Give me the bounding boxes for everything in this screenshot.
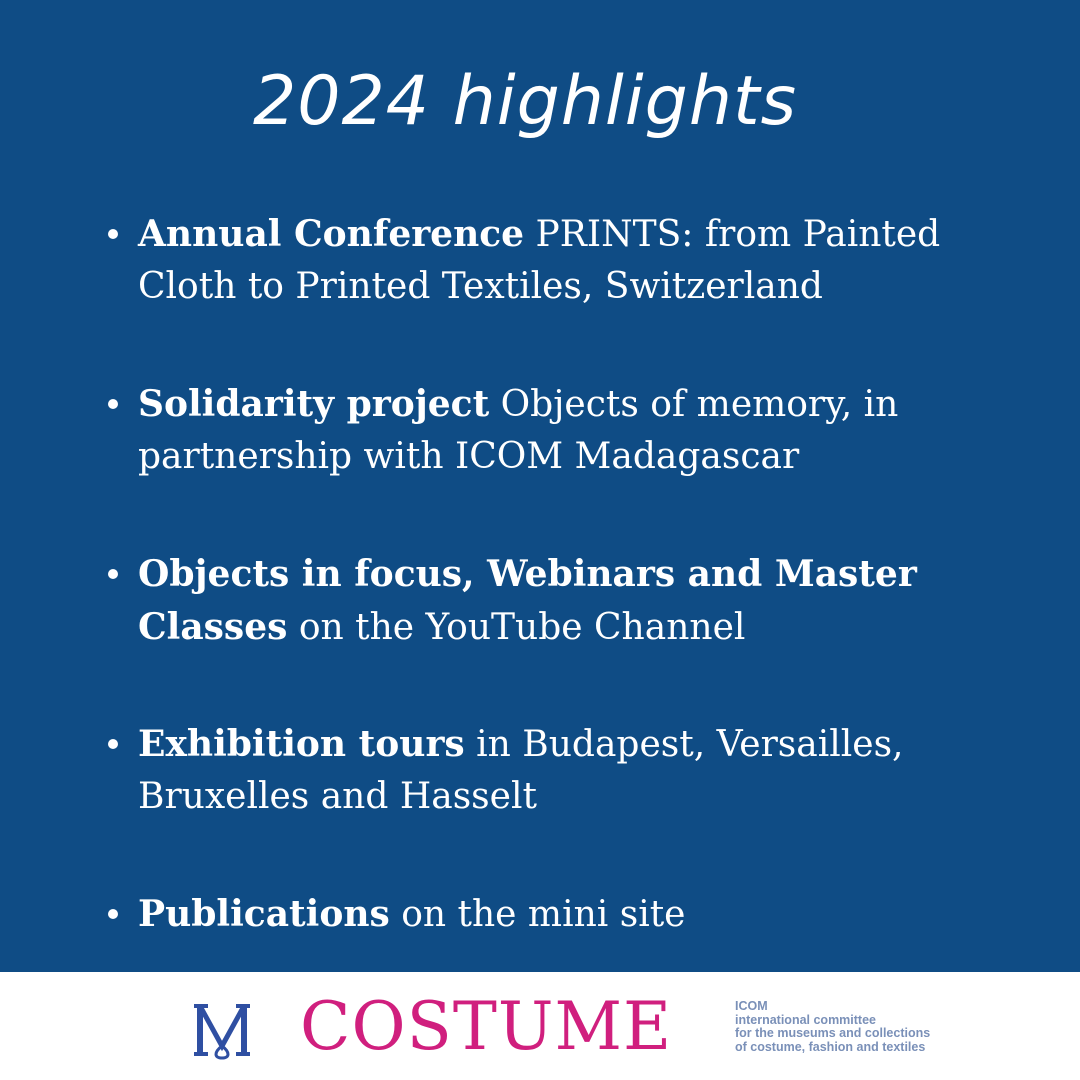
highlight-bold: Publications [138,893,390,935]
highlight-bold: Objects in focus, Webinars and Master Classes [138,553,917,648]
icom-line: ICOM [735,999,768,1013]
highlights-list [100,208,1030,1058]
icom-line: for the museums and collections [735,1026,931,1040]
highlight-text: Objects of memory, in partnership with ICOM Madagascar [138,384,899,477]
list-item [100,378,1030,548]
highlight-text: in Budapest, Versailles, Bruxelles and Hasselt [138,724,904,817]
highlight-bold: Annual Conference [138,213,525,255]
highlight-bold: Solidarity project [138,383,490,425]
bullet-icon [108,739,118,749]
highlight-bold: Exhibition tours [138,723,465,765]
icom-line: of costume, fashion and textiles [735,1039,926,1054]
highlight-text: on the mini site [389,894,686,935]
bullet-icon [108,569,118,579]
list-item [100,548,1030,718]
icom-line: international committee [735,1012,876,1027]
page-title: 2024 highlights [252,62,798,141]
bullet-icon [108,399,118,409]
highlight-text: on the YouTube Channel [287,607,746,648]
costume-wordmark: COSTUME [300,988,673,1065]
list-item [100,208,1030,378]
bullet-icon [108,909,118,919]
highlight-text: PRINTS: from Painted Cloth to Printed Textiles, Switzerland [138,214,941,307]
footer-bar [0,972,1080,1080]
icom-caption [735,1000,930,1054]
bullet-icon [108,229,118,239]
list-item [100,718,1030,888]
costume-logo-icon [192,1000,288,1060]
